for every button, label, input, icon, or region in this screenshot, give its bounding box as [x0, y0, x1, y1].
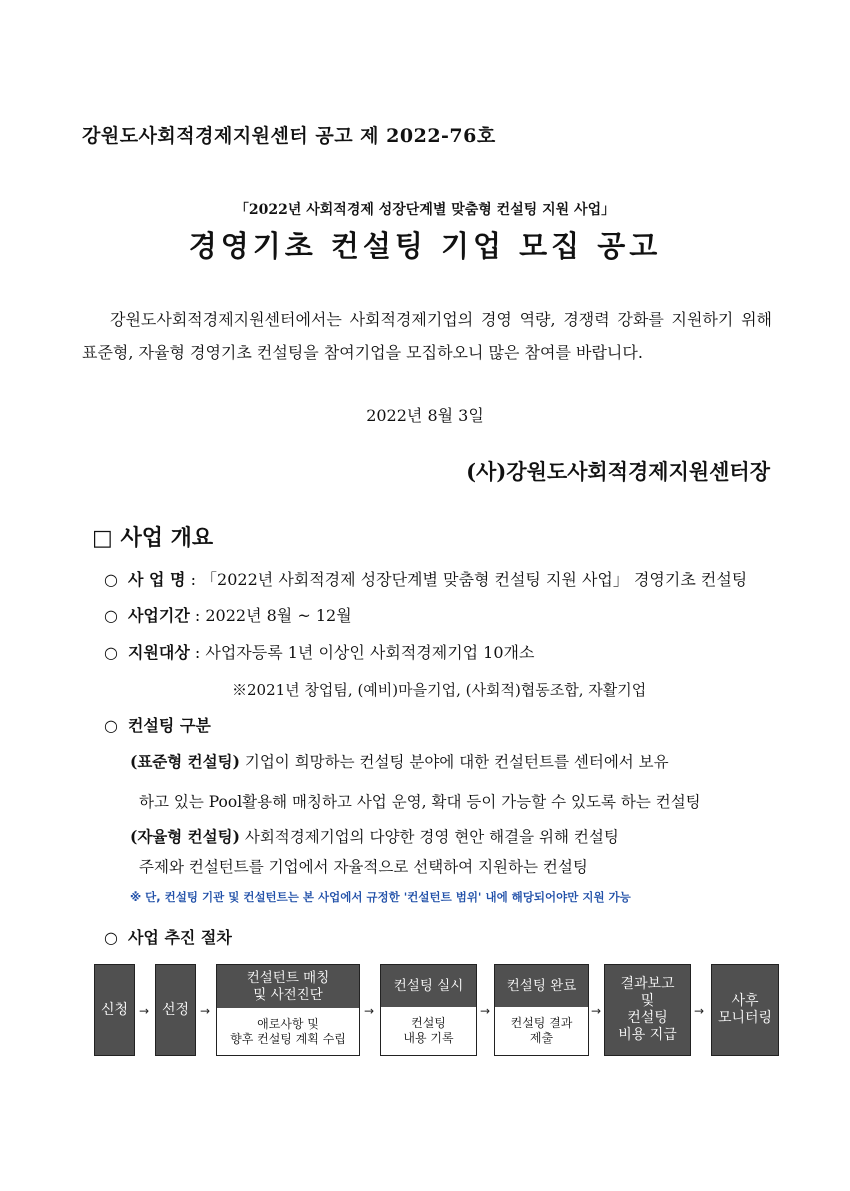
flow-step-title: 선정 — [161, 1001, 190, 1018]
item-label: 사 업 명 — [127, 570, 186, 589]
notice-title: 경영기초 컨설팅 기업 모집 공고 — [188, 229, 662, 263]
circle-bullet-icon: ○ — [104, 928, 118, 947]
notice-number: 강원도사회적경제지원센터 공고 제 2022-76호 — [82, 125, 496, 147]
arrow-right-icon: → — [480, 1004, 491, 1018]
section-heading-overview: □ 사업 개요 — [92, 526, 214, 551]
program-subtitle: 「2022년 사회적경제 성장단계별 맞춤형 컨설팅 지원 사업」 — [234, 202, 616, 218]
arrow-right-icon: → — [364, 1004, 375, 1018]
standard-text: 기업이 희망하는 컨설팅 분야에 대한 컨설턴트를 센터에서 보유 — [244, 753, 669, 771]
flow-step-report-payment — [604, 964, 691, 1056]
consult-heading-label: 컨설팅 구분 — [127, 716, 211, 735]
flow-step-detail: 컨설팅 결과 제출 — [510, 1016, 573, 1045]
flow-step-matching — [216, 964, 360, 1056]
flow-step-title: 신청 — [100, 1001, 129, 1018]
arrow-right-icon: → — [200, 1004, 211, 1018]
autonomous-consulting-line2: 주제와 컨설턴트를 기업에서 자율적으로 선택하여 지원하는 컨설팅 — [139, 858, 588, 876]
target-note: ※2021년 창업팀, (예비)마을기업, (사회적)협동조합, 자활기업 — [232, 681, 647, 699]
item-value: : 2022년 8월 ~ 12월 — [194, 606, 352, 625]
flow-step-complete — [494, 964, 589, 1056]
autonomous-text: 사회적경제기업의 다양한 경영 현안 해결을 위해 컨설팅 — [244, 828, 619, 846]
circle-bullet-icon: ○ — [104, 570, 118, 589]
flow-step-consulting — [380, 964, 477, 1056]
arrow-right-icon: → — [139, 1004, 150, 1018]
item-value: : 사업자등록 1년 이상인 사회적경제기업 10개소 — [194, 643, 535, 662]
flow-step-monitoring — [711, 964, 779, 1056]
autonomous-consulting-line1 — [130, 825, 619, 847]
consultant-range-warning: ※ 단, 컨설팅 기관 및 컨설턴트는 본 사업에서 규정한 '컨설턴트 범위' 내에 해당되어야만 지원 가능 — [130, 890, 631, 904]
standard-consulting-line2: 하고 있는 Pool활용해 매칭하고 사업 운영, 확대 등이 가능할 수 있도록 하는 컨설팅 — [139, 793, 701, 811]
autonomous-label: (자율형 컨설팅) — [130, 827, 240, 846]
item-label: 지원대상 — [127, 643, 190, 662]
circle-bullet-icon: ○ — [104, 606, 118, 625]
overview-item-period — [104, 603, 352, 626]
standard-label: (표준형 컨설팅) — [130, 752, 240, 771]
flow-step-title: 사후 모니터링 — [717, 993, 773, 1026]
flow-step-detail: 애로사항 및 향후 컨설팅 계획 수립 — [230, 1016, 346, 1046]
flow-step-apply — [94, 964, 135, 1056]
item-value: : 「2022년 사회적경제 성장단계별 맞춤형 컨설팅 지원 사업」 경영기초 컨설팅 — [190, 570, 748, 589]
process-heading-label: 사업 추진 절차 — [127, 928, 232, 947]
circle-bullet-icon: ○ — [104, 643, 118, 662]
intro-paragraph: 강원도사회적경제지원센터에서는 사회적경제기업의 경영 역량, 경쟁력 강화를 지원하기 위해 표준형, 자율형 경영기초 컨설팅을 참여기업을 모집하오니 많은 참여를 바랍니다. — [82, 310, 772, 362]
flow-step-select — [155, 964, 196, 1056]
consulting-type-heading — [104, 713, 211, 736]
flow-step-detail: 컨설팅 내용 기록 — [403, 1016, 454, 1045]
standard-consulting-line1 — [130, 750, 669, 772]
issuer: (사)강원도사회적경제지원센터장 — [466, 459, 770, 484]
flow-step-title: 컨설턴트 매칭 및 사전진단 — [246, 969, 330, 1003]
flow-step-title: 컨설팅 완료 — [506, 977, 577, 994]
arrow-right-icon: → — [591, 1004, 602, 1018]
flow-step-title: 컨설팅 실시 — [393, 977, 464, 994]
process-heading — [104, 925, 232, 948]
item-label: 사업기간 — [127, 606, 190, 625]
process-flow — [94, 964, 779, 1058]
circle-bullet-icon: ○ — [104, 716, 118, 735]
overview-item-name — [104, 567, 747, 590]
overview-item-target — [104, 640, 534, 663]
arrow-right-icon: → — [694, 1004, 705, 1018]
notice-date: 2022년 8월 3일 — [366, 406, 484, 425]
flow-step-title: 결과보고 및 컨설팅 비용 지급 — [618, 976, 677, 1043]
